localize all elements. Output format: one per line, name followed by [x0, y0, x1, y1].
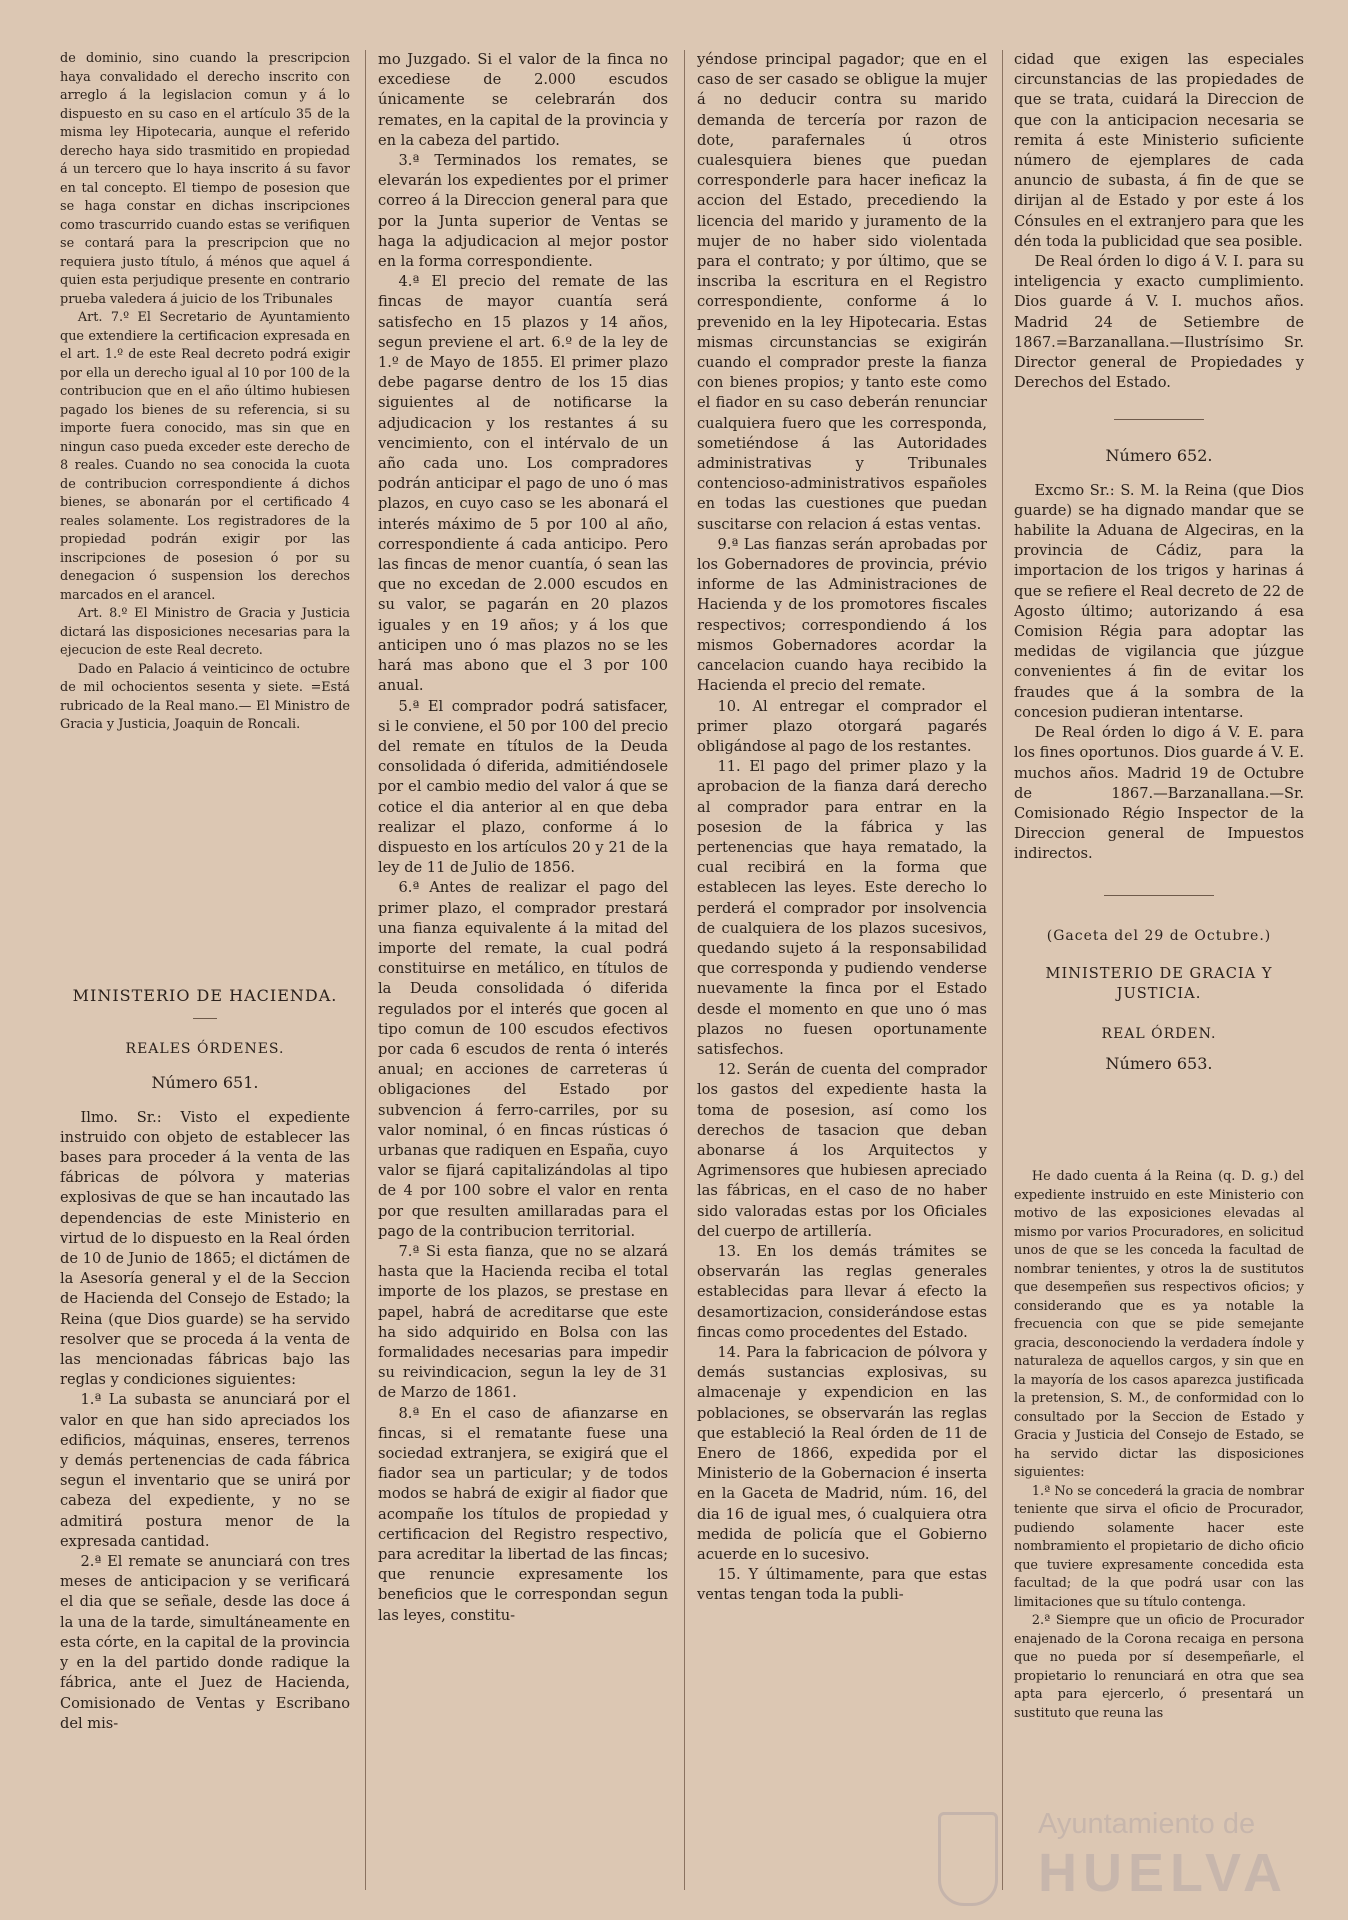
paragraph-article-8: Art. 8.º El Ministro de Gracia y Justicia dictará las disposiciones necesarias para la ejecucion de este Real decreto.	[60, 606, 350, 658]
paragraph: Ilmo. Sr.: Visto el expediente instruido con objeto de establecer las bases para proceder á la venta de las fábricas de pólvora y materias explosivas de que se han incautado las dependencias de este Ministerio en virtud de lo dispuesto en la Real órden de 10 de Junio de 1865; el dictámen de la Asesoría general y el de la Seccion de Hacienda del Consejo de Estado; la Reina (que Dios guarde) se ha servido resolver que se proceda á la venta de las mencionadas fábricas bajo las reglas y condiciones siguientes:	[60, 1108, 350, 1389]
paragraph: cidad que exigen las especiales circunstancias de las propiedades de que se trata, cuidará la Direccion de que con la anticipacion necesaria se remita á este Ministerio suficiente número de ejemplares de cada anuncio de subasta, á fin de que se dirijan al de Estado y por este á los Cónsules en el extranjero para que les dén toda la publicidad que sea posible.	[1014, 51, 1304, 250]
paragraph-rule-4: 4.ª El precio del remate de las fincas de mayor cuantía será satisfecho en 15 plazos y 14 años, segun previene el art. 6.º de la ley de 1.º de Mayo de 1855. El primer plazo debe pagarse dentro de los 15 dias siguientes al de notificarse la adjudicacion y los restantes á su vencimiento, con el intérvalo de un año cada uno. Los compradores podrán anticipar el pago de uno ó mas plazos, en cuyo caso se les abonará el interés máximo de 5 por 100 al año, correspondiente á cada anticipo. Pero las fincas de menor cuantía, ó sean las que no excedan de 2.000 escudos en su valor, se pagarán en 20 plazos iguales y en 19 años; y á los que anticipen uno ó mas plazos no se les hará mas abono que el 3 por 100 anual.	[378, 273, 668, 695]
gazette-note: (Gaceta del 29 de Octubre.)	[1046, 927, 1272, 944]
paragraph: Excmo Sr.: S. M. la Reina (que Dios guarde) se ha dignado mandar que se habilite la Aduana de Algeciras, en la provincia de Cádiz, para la importacion de los trigos y harinas á que se refiere el Real decreto de 22 de Agosto último; autorizando á esa Comision Régia para adoptar las medidas de vigilancia que júzgue convenientes á fin de evitar los fraudes que á la sombra de la concesion pudieran intentarse.	[1014, 481, 1304, 721]
column-1-lower	[60, 968, 350, 1890]
paragraph-rule-13: 13. En los demás trámites se observarán las reglas generales establecidas para llevar á efecto la desamortizacion, considerándose estas fincas como procedentes del Estado.	[697, 1242, 987, 1341]
number-heading: Número 653.	[1105, 1054, 1213, 1074]
paragraph: de dominio, sino cuando la prescripcion haya convalidado el derecho inscrito con arreglo á la legislacion comun y á lo dispuesto en su caso en el artículo 35 de la misma ley Hipotecaria, aunque el referido derecho haya sido trasmitido en propiedad á un tercero que lo haya inscrito á su favor en tal concepto. El tiempo de posesion que se haga constar en dichas inscripciones como trascurrido cuando estas se verifiquen se contará para la prescripcion que no requiera justo título, á ménos que aquel á quien esta perjudique presente en contrario prueba valedera á juicio de los Tribunales	[60, 51, 350, 307]
paragraph-rule-2: 2.ª Siempre que un oficio de Procurador enajenado de la Corona recaiga en persona que no pueda por sí desempeñarle, el propietario lo renunciará en otra que sea apta para ejercerlo, ó presentará un sustituto que reuna las	[1014, 1613, 1304, 1721]
separator	[1114, 419, 1204, 420]
paragraph-signature: Dado en Palacio á veinticinco de octubre de mil ochocientos sesenta y siete. =Está rubricado de la Real mano.— El Ministro de Gracia y Justicia, Joaquin de Roncali.	[60, 661, 350, 732]
paragraph-rule-2: 2.ª El remate se anunciará con tres meses de anticipacion y se verificará el dia que se señale, desde las doce á la una de la tarde, simultáneamente en esta córte, en la capital de la provincia y en la del partido donde radique la fábrica, ante el Juez de Hacienda, Comisionado de Ventas y Escribano del mis-	[60, 1553, 350, 1732]
paragraph: mo Juzgado. Si el valor de la finca no excediese de 2.000 escudos únicamente se celebrarán dos remates, en la capital de la provincia y en la cabeza del partido.	[378, 51, 668, 149]
ministry-heading: MINISTERIO DE HACIENDA.	[72, 986, 338, 1005]
paragraph-rule-5: 5.ª El comprador podrá satisfacer, si le conviene, el 50 por 100 del precio del remate en títulos de la Deuda consolidada ó diferida, admitiéndosele por el cambio medio del valor á que se cotice el dia anterior al en que deba realizar el plazo, conforme á lo dispuesto en los artículos 20 y 21 de la ley de 11 de Julio de 1856.	[378, 697, 668, 877]
section-heading: REAL ÓRDEN.	[1101, 1026, 1217, 1043]
paragraph-closing: De Real órden lo digo á V. I. para su inteligencia y exacto cumplimiento. Dios guarde á V. I. muchos años. Madrid 24 de Setiembre de 1867.=Barzanallana.—Ilustrísimo Sr. Director general de Propiedades y Derechos del Estado.	[1014, 253, 1304, 392]
paragraph: He dado cuenta á la Reina (q. D. g.) del expediente instruido en este Ministerio con motivo de las exposiciones elevadas al mismo por varios Procuradores, en solicitud unos de que se les conceda la facultad de nombrar tenientes, y otros la de sustitutos que desempeñen sus respectivos oficios; y considerando que es ya notable la frecuencia con que se pide semejante gracia, desconociendo la verdadera índole y naturaleza de aquellos cargos, y sin que en la mayoría de los casos aparezca justificada la pretension, S. M., de conformidad con lo consultado por la Seccion de Estado y Gracia y Justicia del Consejo de Estado, se ha servido dictar las disposiciones siguientes:	[1014, 1169, 1304, 1480]
paragraph-rule-7: 7.ª Si esta fianza, que no se alzará hasta que la Hacienda reciba el total importe de los plazos, se prestase en papel, habrá de acreditarse que este ha sido adquirido en Bolsa con las formalidades necesarias para impedir su reivindicacion, segun la ley de 31 de Marzo de 1861.	[378, 1242, 668, 1402]
paragraph-rule-12: 12. Serán de cuenta del comprador los gastos del expediente hasta la toma de posesion, así como los derechos de tasacion que deban abonarse á los Arquitectos y Agrimensores que hubiesen apreciado las fábricas, en el caso de no haber sido valoradas estas por los Oficiales del cuerpo de artillería.	[697, 1061, 987, 1240]
shield-icon	[938, 1812, 998, 1906]
separator	[193, 1018, 217, 1019]
column-2	[378, 50, 668, 1890]
paragraph-rule-15: 15. Y últimamente, para que estas ventas tengan toda la publi-	[697, 1566, 987, 1604]
paragraph-rule-1: 1.ª La subasta se anunciará por el valor en que han sido apreciados los edificios, máquinas, enseres, terrenos y demás pertenencias de cada fábrica segun el inventario que se unirá por cabeza del expediente, y no se admitirá postura menor de la expresada cantidad.	[60, 1391, 350, 1550]
paragraph-rule-14: 14. Para la fabricacion de pólvora y demás sustancias explosivas, su almacenaje y expendicion en las poblaciones, se observarán las reglas que estableció la Real órden de 11 de Enero de 1866, expedida por el Ministerio de la Gobernacion é inserta en la Gaceta de Madrid, núm. 16, del dia 16 de igual mes, ó cualquiera otra medida de policía que el Gobierno acuerde en lo sucesivo.	[697, 1344, 987, 1564]
column-rule	[1002, 50, 1003, 1890]
ayuntamiento-huelva-watermark	[938, 1808, 1338, 1918]
paragraph-rule-6: 6.ª Antes de realizar el pago del primer plazo, el comprador prestará una fianza equivalente á la mitad del importe del remate, la cual podrá constituirse en metálico, en títulos de la Deuda consolidada ó diferida regulados por el interés que gocen al tipo comun de 100 escudos efectivos por cada 6 escudos de renta ó interés anual; en acciones de carreteras ú obligaciones del Estado por subvencion á ferro-carriles, por su valor nominal, ó en fincas rústicas ó urbanas que radiquen en España, cuyo valor se fijará capitalizándolas al tipo de 4 por 100 sobre el valor en renta por que resulten amillaradas para el pago de la contribucion territorial.	[378, 879, 668, 1240]
paragraph-rule-9: 9.ª Las fianzas serán aprobadas por los Gobernadores de provincia, prévio informe de las Administraciones de Hacienda y de los promotores fiscales respectivos; correspondiendo á los mismos Gobernadores acordar la cancelacion cuando haya recibido la Hacienda el precio del remate.	[697, 535, 987, 695]
paragraph-rule-11: 11. El pago del primer plazo y la aprobacion de la fianza dará derecho al comprador para entrar en la posesion de la fábrica y las pertenencias que haya rematado, la cual recibirá en la forma que establecen las leyes. Este derecho lo perderá el comprador por insolvencia de cualquiera de los plazos sucesivos, quedando sujeto á la responsabilidad que corresponda y pudiendo venderse nuevamente la finca por el Estado desde el momento en que uno ó mas plazos no fuesen oportunamente satisfechos.	[697, 758, 987, 1058]
paragraph-rule-3: 3.ª Terminados los remates, se elevarán los expedientes por el primer correo á la Direccion general para que por la Junta superior de Ventas se haga la adjudicacion al mejor postor en la forma correspondiente.	[378, 152, 668, 271]
number-heading: Número 652.	[1105, 446, 1213, 466]
column-rule	[684, 50, 685, 1890]
paragraph-closing: De Real órden lo digo á V. E. para los fines oportunos. Dios guarde á V. E. muchos años. Madrid 19 de Octubre de 1867.—Barzanallana.—Sr. Comisionado Régio Inspector de la Direccion general de Impuestos indirectos.	[1014, 724, 1304, 863]
number-heading: Número 651.	[151, 1073, 259, 1093]
paragraph: yéndose principal pagador; que en el caso de ser casado se obligue la mujer á no deducir contra su marido demanda de tercería por razon de dote, parafernales ú otros cualesquiera bienes que puedan corresponderle para hacer ineficaz la accion del Estado, precediendo la licencia del marido y juramento de la mujer de no haber sido violentada para el contrato; y por último, que se inscriba la escritura en el Registro correspondiente, conforme á lo prevenido en la ley Hipotecaria. Estas mismas circunstancias se exigirán cuando el comprador preste la fianza con bienes propios; y tanto este como el fiador en su caso deberán renunciar cualquiera fuero que les corresponda, sometiéndose á las Autoridades administrativas y Tribunales contencioso-administrativos españoles en todas las cuestiones que puedan suscitarse con relacion á estas ventas.	[697, 51, 987, 533]
column-4-lower	[1014, 1168, 1304, 1890]
section-heading: REALES ÓRDENES.	[125, 1041, 285, 1058]
column-rule	[365, 50, 366, 1890]
separator	[1104, 895, 1214, 896]
paragraph-rule-8: 8.ª En el caso de afianzarse en fincas, si el rematante fuese una sociedad extranjera, se exigirá que el fiador sea un particular; y de todos modos se habrá de exigir al fiador que acompañe los títulos de propiedad y certificacion del Registro respectivo, para acreditar la libertad de las fincas; que renuncie expresamente los beneficios que le correspondan segun las leyes, constitu-	[378, 1404, 668, 1624]
watermark-line-2: HUELVA	[1038, 1843, 1288, 1903]
ministry-heading: MINISTERIO DE GRACIA Y JUSTICIA.	[1045, 964, 1273, 1002]
column-3	[697, 50, 987, 1890]
paragraph-rule-1: 1.ª No se concederá la gracia de nombrar teniente que sirva el oficio de Procurador, pudiendo solamente hacer este nombramiento el propietario de dicho oficio que tuviere expresamente concedida esta facultad; de la que podrá usar con las limitaciones que su título contenga.	[1014, 1483, 1304, 1610]
paragraph-rule-10: 10. Al entregar el comprador el primer plazo otorgará pagarés obligándose al pago de los restantes.	[697, 697, 987, 755]
watermark-line-1: Ayuntamiento de	[1038, 1808, 1256, 1840]
paragraph-article-7: Art. 7.º El Secretario de Ayuntamiento que extendiere la certificacion expresada en el art. 1.º de este Real decreto podrá exigir por ella un derecho igual al 10 por 100 de la contribucion que en el año último hubiesen pagado los bienes de su referencia, si su importe fuera conocido, mas sin que en ningun caso pueda exceder este derecho de 8 reales. Cuando no sea conocida la cuota de contribucion correspondiente á dichos bienes, se abonarán por el certificado 4 reales solamente. Los registradores de la propiedad podrán exigir por las inscripciones de posesion ó por su denegacion ó suspension los derechos marcados en el arancel.	[60, 310, 350, 603]
